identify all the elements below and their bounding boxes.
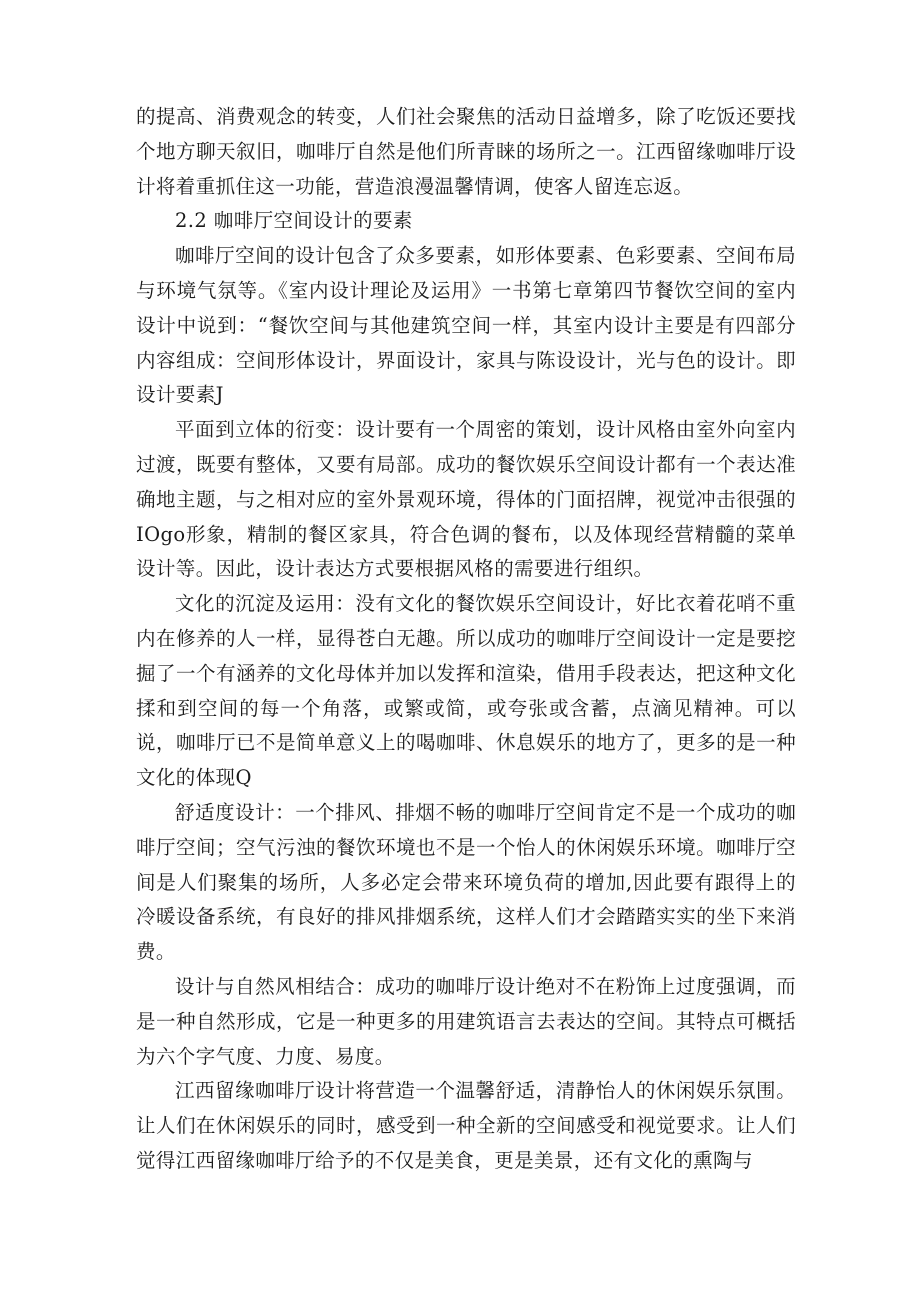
- section-heading: 2.2 咖啡厅空间设计的要素: [175, 209, 413, 233]
- paragraph-plane-to-solid: 平面到立体的衍变：设计要有一个周密的策划，设计风格由室外向室内过渡，既要有整体，又要有局部。成功的餐饮娱乐空间设计都有一个表达准确地主题，与之相对应的室外景观环境，得体的门面招牌，视觉冲击很强的IOgo形象，精制的餐区家具，符合色调的餐布，以及体现经营精髓的菜单设计等。因此，设计表达方式要根据风格的需要进行组织。: [136, 418, 796, 581]
- paragraph-continuation: 的提高、消费观念的转变，人们社会聚焦的活动日益增多，除了吃饭还要找个地方聊天叙旧，咖啡厅自然是他们所青睐的场所之一。江西留缘咖啡厅设计将着重抓住这一功能，营造浪漫温馨情调，使客人留连忘返。: [136, 105, 796, 198]
- paragraph-comfort: 舒适度设计：一个排风、排烟不畅的咖啡厅空间肯定不是一个成功的咖啡厅空间；空气污浊的餐饮环境也不是一个怡人的休闲娱乐环境。咖啡厅空间是人们聚集的场所，人多必定会带来环境负荷的增加,因此要有跟得上的冷暖设备系统，有良好的排风排烟系统，这样人们才会踏踏实实的坐下来消费。: [136, 800, 796, 964]
- paragraph-atmosphere: 江西留缘咖啡厅设计将营造一个温馨舒适，清静怡人的休闲娱乐氛围。让人们在休闲娱乐的同时，感受到一种全新的空间感受和视觉要求。让人们觉得江西留缘咖啡厅给予的不仅是美食，更是美景，还有文化的熏陶与: [136, 1079, 796, 1172]
- paragraph-nature: 设计与自然风相结合：成功的咖啡厅设计绝对不在粉饰上过度强调，而是一种自然形成，它是一种更多的用建筑语言去表达的空间。其特点可概括为六个字气度、力度、易度。: [136, 974, 796, 1068]
- document-page: [136, 100, 796, 1179]
- paragraph-culture: 文化的沉淀及运用：没有文化的餐饮娱乐空间设计，好比衣着花哨不重内在修养的人一样，显得苍白无趣。所以成功的咖啡厅空间设计一定是要挖掘了一个有涵养的文化母体并加以发挥和渲染，借用手段表达，把这种文化揉和到空间的每一个角落，或繁或简，或夸张或含蓄，点滴见精神。可以说，咖啡厅已不是简单意义上的喝咖啡、休息娱乐的地方了，更多的是一种文化的体现Q: [136, 592, 796, 790]
- paragraph-design-elements: 咖啡厅空间的设计包含了众多要素，如形体要素、色彩要素、空间布局与环境气氛等。《室内设计理论及运用》一书第七章第四节餐饮空间的室内设计中说到：“餐饮空间与其他建筑空间一样，其室内设计主要是有四部分内容组成：空间形体设计，界面设计，家具与陈设设计，光与色的设计。即设计要素J: [136, 244, 796, 407]
